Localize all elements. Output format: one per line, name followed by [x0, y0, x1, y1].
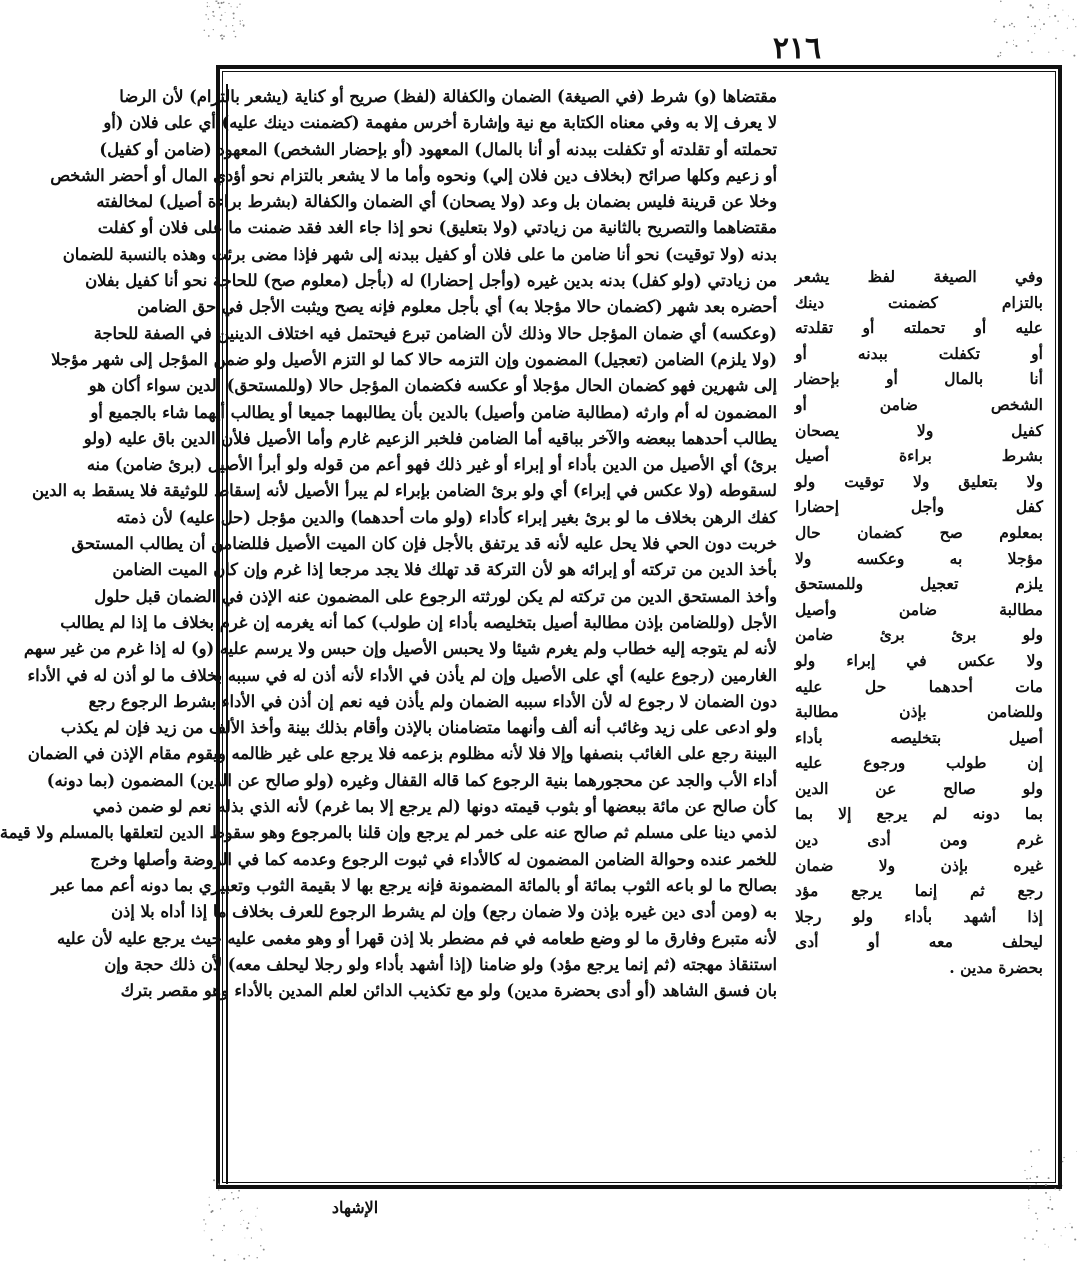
speckle-dot	[1055, 38, 1057, 40]
speckle-dot	[221, 38, 223, 40]
speckle-dot	[233, 12, 235, 14]
speckle-dot	[1051, 1208, 1053, 1210]
speckle-dot	[1032, 1238, 1034, 1240]
speckle-dot	[1027, 40, 1029, 42]
speckle-dot	[1040, 29, 1041, 30]
speckle-dot	[1074, 1238, 1076, 1240]
margin-line: أو تكفلت ببدنه أو	[795, 343, 1043, 363]
text-line: أداء الأب والجد عن محجورهما بنية الرجوع كما قاله القفال وغيره (ولو صالح عن الدين) المضمون (بما دونه)	[46, 770, 777, 790]
speckle-dot	[1031, 26, 1032, 27]
speckle-dot	[1036, 1230, 1038, 1232]
speckle-dot	[243, 1220, 244, 1221]
speckle-dot	[257, 1208, 258, 1209]
margin-line: كفيل ولا يصحان	[795, 420, 1043, 440]
speckle-dot	[997, 55, 999, 57]
speckle-dot	[251, 1237, 252, 1238]
text-line: وأخذ المستحق الدين من تركته لم يكن لورثته الرجوع على المضمون عنه الإذن في الضمان قبل حلول	[94, 586, 777, 606]
speckle-dot	[238, 1190, 240, 1192]
speckle-dot	[1039, 19, 1040, 20]
speckle-dot	[1054, 15, 1056, 17]
text-line: تحملته أو تقلدته أو تكفلت ببدنه أو أنا بالمال) المعهود (أو بإحضار الشخص) المعهود (ضامن أو كفيل)	[99, 139, 777, 159]
margin-commentary	[789, 264, 1057, 978]
speckle-dot	[226, 25, 227, 26]
text-line: خربت دون الحي فلا يحل عليه لأنه قد يرتفق بالأجل فإن كان الميت الأصيل فللضامن أن يطالب المستحق	[71, 534, 777, 554]
speckle-dot	[221, 14, 223, 16]
speckle-dot	[1048, 4, 1050, 6]
speckle-dot	[223, 35, 225, 37]
speckle-dot	[213, 29, 214, 30]
speckle-dot	[994, 21, 996, 23]
speckle-dot	[222, 1199, 224, 1201]
margin-line: بشرط براءة أصيل	[795, 446, 1043, 466]
speckle-dot	[217, 1, 218, 2]
margin-line: مؤجلا به وعكسه ولا	[795, 548, 1043, 568]
speckle-dot	[1034, 33, 1035, 34]
speckle-dot	[237, 6, 238, 7]
speckle-dot	[203, 1219, 204, 1220]
margin-line: بالتزام كضمنت دينك	[795, 292, 1043, 312]
speckle-dot	[263, 1249, 265, 1251]
speckle-dot	[212, 11, 214, 13]
speckle-dot	[1009, 24, 1011, 26]
speckle-dot	[204, 30, 205, 31]
speckle-dot	[1028, 1208, 1029, 1209]
speckle-dot	[1000, 55, 1001, 56]
text-line: كفك الرهن بخلاف ما لو برئ بغير إبراء كأداء (ولو مات أحدهما) والدين مؤجل (حل عليه) لأن ذمته	[116, 507, 777, 527]
margin-line: الشخص ضامن أو	[795, 394, 1043, 414]
speckle-dot	[205, 1223, 206, 1224]
text-line: أحضره بعد شهر (كضمان حالا مؤجلا به) أي بأجل معلوم فإنه يصح ويثبت الأجل في حق الضامن	[137, 297, 777, 317]
speckle-dot	[231, 1192, 232, 1193]
speckle-dot	[242, 20, 243, 21]
speckle-dot	[233, 1198, 235, 1200]
text-line: المضمون له أم وارثه (مطالبة ضامن وأصيل) بالدين بأن يطالبهما جميعا أو يطالب أيهما شاء بالجميع أو	[90, 402, 777, 422]
text-line: الغارمين (رجوع عليه) أي على الأصيل وإن لم يأذن في الأداء لأنه أذن له في سببه بخلاف ما لو أذن له في الأداء	[27, 665, 777, 685]
speckle-dot	[239, 4, 240, 5]
text-line: استنقاذ مهجته (ثم إنما يرجع مؤد) ولو ضامنا (إذا أشهد بأداء ولو رجلا ليحلف معه) لأن ذلك حجة وإن	[104, 954, 777, 974]
speckle-dot	[1049, 16, 1050, 17]
speckle-dot	[213, 1179, 215, 1181]
speckle-dot	[237, 1197, 239, 1199]
speckle-dot	[1050, 1199, 1052, 1201]
speckle-dot	[1028, 1205, 1029, 1206]
speckle-dot	[241, 1210, 242, 1211]
margin-line: ولو صالح عن الدين	[795, 778, 1043, 798]
text-line: (وعكسه) أي ضمان المؤجل حالا وذلك لأن الضامن تبرع فيحتمل فيه اختلاف الدينين في الصفة للحاجة	[93, 323, 777, 343]
speckle-dot	[1014, 26, 1016, 28]
speckle-dot	[1048, 52, 1049, 53]
text-line: به (ومن أدى دين غيره بإذن ولا ضمان رجع) وإن لم يشرط الرجوع للعرف بخلاف ما إذا أداه بلا إذن	[111, 902, 777, 922]
speckle-dot	[260, 1245, 261, 1246]
speckle-dot	[1006, 42, 1008, 44]
speckle-dot	[243, 1258, 245, 1260]
margin-line: ليحلف معه أو أدى	[795, 932, 1043, 952]
speckle-dot	[1067, 28, 1068, 29]
speckle-dot	[1070, 1223, 1071, 1224]
speckle-dot	[207, 6, 208, 7]
speckle-dot	[228, 3, 229, 4]
speckle-dot	[1045, 1192, 1047, 1194]
speckle-dot	[1024, 1237, 1025, 1238]
speckle-dot	[995, 19, 996, 20]
speckle-dot	[1003, 26, 1005, 28]
margin-line: غيره بإذن ولا ضمان	[795, 855, 1043, 875]
text-line: برئ) أي الأصيل من الدين بأداء أو إبراء أو غير ذلك فهو أعم من قوله ولو أبرأ الأصيل (برئ ضامن) منه	[86, 455, 777, 475]
margin-line: مطالبة ضامن وأصيل	[795, 599, 1043, 619]
speckle-dot	[1062, 10, 1063, 11]
text-line: بأخذ الدين من تركته أو إبرائه هو لأن التركة قد تهلك فلا يجد مرجعا إذا غرم وإن كان الميت الضامن	[112, 560, 777, 580]
speckle-dot	[1028, 1199, 1029, 1200]
text-line: دون الضمان لا رجوع له لأن الأداء سببه الضمان ولم يأذن فيه نعم إن أذن في الأداء بشرط الرجوع رجع	[88, 691, 777, 711]
speckle-dot	[1062, 1185, 1063, 1186]
speckle-dot	[1047, 1207, 1049, 1209]
speckle-dot	[260, 1228, 261, 1229]
speckle-dot	[1073, 19, 1074, 20]
speckle-dot	[1050, 1196, 1051, 1197]
speckle-dot	[1048, 8, 1049, 9]
speckle-dot	[210, 1211, 212, 1213]
margin-line: إذا أشهد بأداء ولو رجلا	[795, 906, 1043, 926]
margin-line: إن طولب ورجوع عليه	[795, 753, 1043, 773]
speckle-dot	[222, 1230, 223, 1231]
text-line: ولو ادعى على زيد وغائب أنه ألف وأنهما متضامنان بالإذن وأقام بذلك بينة وأخذ الألف من زيد فإن لم يكذب	[60, 718, 777, 738]
speckle-dot	[212, 15, 213, 16]
speckle-dot	[248, 1255, 249, 1256]
speckle-dot	[240, 1211, 241, 1212]
speckle-dot	[1000, 52, 1002, 54]
text-line: وخلا عن قرينة فليس بضمان بل وعد (ولا يصحان) أي الضمان والكفالة (بشرط براءة أصيل) لمخالفته	[96, 192, 777, 212]
speckle-dot	[1000, 1, 1002, 3]
speckle-dot	[211, 1210, 213, 1212]
speckle-dot	[209, 1197, 210, 1198]
speckle-dot	[219, 7, 221, 9]
margin-line: ولو برئ برئ ضامن	[795, 625, 1043, 645]
speckle-dot	[244, 1238, 245, 1239]
text-line: لا يعرف إلا به وفي معناه الكتابة مع نية وإشارة أخرس مفهمة (كضمنت دينك عليه) أي على فلان (أو	[103, 113, 777, 133]
speckle-dot	[1013, 44, 1014, 45]
speckle-dot	[233, 17, 235, 19]
speckle-dot	[220, 1208, 221, 1209]
speckle-dot	[1015, 45, 1017, 47]
speckle-dot	[215, 0, 217, 2]
speckle-dot	[1057, 20, 1058, 21]
speckle-dot	[1071, 1226, 1073, 1228]
speckle-dot	[1031, 5, 1032, 6]
speckle-dot	[209, 6, 210, 7]
speckle-dot	[240, 23, 241, 24]
speckle-dot	[209, 1204, 210, 1205]
margin-line: غرم ومن أدى دين	[795, 830, 1043, 850]
text-line: لأنه لم يتوجه إليه خطاب ولم يغرم شيئا ولا يحبس الأصيل وإن حبس ولا يرسم عليه (و) له إذا غرم من غير سهم	[23, 639, 777, 659]
speckle-dot	[1059, 1189, 1061, 1191]
speckle-dot	[238, 1254, 239, 1255]
text-line: لأنه متبرع وفارق ما لو وضع طعامه في فم مضطر بلا إذن قهرا أو وهو مغمى عليه حيث يرجع عليه لأن عليه	[57, 928, 777, 948]
speckle-dot	[1061, 1235, 1062, 1236]
speckle-dot	[1011, 23, 1013, 25]
speckle-dot	[211, 1239, 213, 1241]
speckle-dot	[223, 2, 224, 3]
speckle-dot	[231, 6, 232, 7]
margin-line: عليه أو تحملته أو تقلدته	[795, 318, 1043, 338]
main-text-block	[0, 84, 783, 1184]
speckle-dot	[1037, 1218, 1038, 1219]
margin-line: ولا عكس في إبراء ولو	[795, 650, 1043, 670]
text-line: للخمر عنده وحوالة الضامن المضمون له كالأداء في ثبوت الرجوع وعدمه كما في الروضة وأصلها وخرج	[90, 849, 777, 869]
speckle-dot	[257, 1257, 258, 1258]
text-line: يطالب أحدهما ببعضه والآخر بباقيه أما الضامن فلخبر الزعيم غارم وأما الأصيل فلأن الدين باق عليه (ولو	[83, 428, 777, 448]
speckle-dot	[235, 36, 237, 38]
text-line: البينة رجع على الغائب بنصفها وإلا فلا لأنه مظلوم بزعمه فلا يرجع على غير ظالمه ويقوم مقام الإذن في الضمان	[27, 744, 777, 764]
speckle-dot	[1075, 26, 1076, 27]
speckle-dot	[1043, 23, 1045, 25]
speckle-dot	[1030, 4, 1032, 6]
margin-line: بحضرة مدين .	[949, 958, 1043, 978]
speckle-dot	[240, 1224, 241, 1225]
speckle-dot	[243, 24, 245, 26]
text-line: مقتضاها (و) شرط (في الصيغة) الضمان والكفالة (لفظ) صريح أو كناية (يشعر بالتزام) لأن الرضا	[119, 87, 777, 106]
text-line: بدنه (ولا توقيت) نحو أنا ضامن ما على فلان أو كفيل ببدنه إلى شهر فإذا مضى برئت وهذه بالنسبة للضمان	[62, 244, 777, 264]
speckle-dot	[1062, 1161, 1063, 1162]
text-line: الأجل (وللضامن بإذن مطالبة أصيل بتخليصه بأداء إن طولب) كما أنه يغرمه إن غرم بخلاف ما إذا لم يطالب	[60, 612, 777, 632]
speckle-dot	[220, 35, 222, 37]
speckle-dot	[1027, 16, 1029, 18]
speckle-dot	[221, 2, 223, 4]
text-line: لذمي دينا على مسلم ثم صالح عنه على خمر لم يرجع وإن قلنا بالمرجوع وهو سقوط الدين لتعلقها بالمسلم ولا قيمة	[0, 823, 777, 843]
speckle-dot	[1073, 55, 1075, 57]
speckle-dot	[248, 1222, 250, 1224]
speckle-dot	[261, 1229, 262, 1230]
speckle-dot	[1048, 1247, 1049, 1248]
margin-line: رجع ثم إنما يرجع مؤد	[795, 881, 1043, 901]
speckle-dot	[1023, 1259, 1025, 1261]
speckle-dot	[1013, 40, 1014, 41]
speckle-dot	[243, 26, 244, 27]
margin-line: أنا بالمال أو بإحضار	[795, 369, 1043, 389]
speckle-dot	[1045, 1244, 1046, 1245]
page-number: ٢١٦	[772, 31, 822, 66]
speckle-dot	[1028, 1189, 1029, 1190]
speckle-dot	[217, 2, 219, 4]
margin-line: بما دونه لم يرجع إلا بما	[795, 804, 1043, 824]
speckle-dot	[225, 12, 226, 13]
speckle-dot	[208, 18, 209, 19]
margin-line: مات أحدهما حل عليه	[795, 676, 1043, 696]
margin-line: وللضامن بإذن مطالبة	[795, 702, 1043, 722]
speckle-dot	[246, 1227, 248, 1229]
speckle-dot	[1053, 1228, 1055, 1230]
speckle-dot	[223, 1225, 225, 1227]
text-line: بصالح ما لو باعه الثوب بمائة أو بالمائة المضمونة فإنه يرجع بها لا بقيمة الثوب وتعبيري بما دونه أعم مما عبر	[51, 875, 777, 895]
speckle-dot	[204, 1230, 205, 1231]
speckle-dot	[208, 35, 210, 37]
speckle-dot	[255, 1216, 256, 1217]
speckle-dot	[205, 14, 206, 15]
speckle-dot	[1068, 15, 1069, 16]
speckle-dot	[1063, 50, 1064, 51]
speckle-dot	[1032, 7, 1034, 9]
margin-line: ولا بتعليق ولا توقيت ولو	[795, 471, 1043, 491]
text-line: لسقوطه (ولا عكس في إبراء) أي ولو برئ الضامن بإبراء لم يبرأ الأصيل لأنه إسقاط للوثيقة فلا يسقط به الدين	[32, 481, 777, 501]
speckle-dot	[240, 20, 241, 21]
text-line: بان فسق الشاهد (أو أدى بحضرة مدين) ولو مع تكذيب الدائن لعلم المدين بالأداء وهو مقصر بترك	[120, 981, 777, 1001]
text-line: كأن صالح عن مائة ببعضها أو بثوب قيمته دونها (لم يرجع إلا بما غرم) لأنه الذي بذله نعم لو ضمن ذمي	[92, 797, 777, 817]
margin-line: أصيل بتخليصه بأداء	[795, 727, 1043, 747]
text-line: أو زعيم وكلها صرائح (بخلاف دين فلان إلي) ونحوه وأما ما لا يشعر بالتزام نحو أؤدي المال أو أحضر الشخص	[50, 165, 777, 185]
speckle-dot	[223, 1, 224, 2]
speckle-dot	[1034, 25, 1036, 27]
speckle-dot	[1031, 51, 1033, 53]
speckle-dot	[232, 25, 233, 26]
speckle-dot	[221, 34, 223, 36]
speckle-dot	[1035, 1212, 1037, 1214]
text-line: من زيادتي (ولو كفل) بدنه بدين غيره (وأجل إحضارا) له (بأجل (معلوم صح) للحاجة نحو أنا كفيل بفلان	[85, 271, 777, 291]
speckle-dot	[1065, 1227, 1066, 1228]
speckle-dot	[213, 1255, 215, 1257]
catchword: الإشهاد	[331, 1198, 379, 1217]
text-line: إلى شهرين فهو كضمان الحال مؤجلا أو عكسه فكضمان المؤجل حالا (وللمستحق) الدين سواء أكان هو	[88, 376, 777, 396]
speckle-dot	[218, 1189, 219, 1190]
speckle-dot	[220, 19, 222, 21]
margin-line: كفل وأجل إحضارا	[795, 497, 1043, 517]
speckle-dot	[1063, 1157, 1064, 1158]
text-line: مقتضاهما والتصريح بالثانية من زيادتي (ولا بتعليق) نحو إذا جاء الغد فقد ضمنت ما على فلان أو كفلت	[97, 218, 777, 238]
margin-line: وفي الصيغة لفظ يشعر	[795, 267, 1043, 286]
margin-line: بمعلوم صح كضمان حال	[795, 522, 1043, 542]
speckle-dot	[224, 1259, 226, 1261]
speckle-dot	[213, 15, 215, 17]
speckle-dot	[224, 1198, 226, 1200]
speckle-dot	[233, 31, 235, 33]
speckle-dot	[207, 2, 208, 3]
text-line: (ولا يلزم) الضامن (تعجيل) المضمون وإن التزمه حالا كما لو التزم الأصيل ولو ضمن المؤجل إلى شهر مؤجلا	[51, 349, 777, 369]
margin-line: يلزم تعجيل وللمستحق	[795, 574, 1043, 594]
